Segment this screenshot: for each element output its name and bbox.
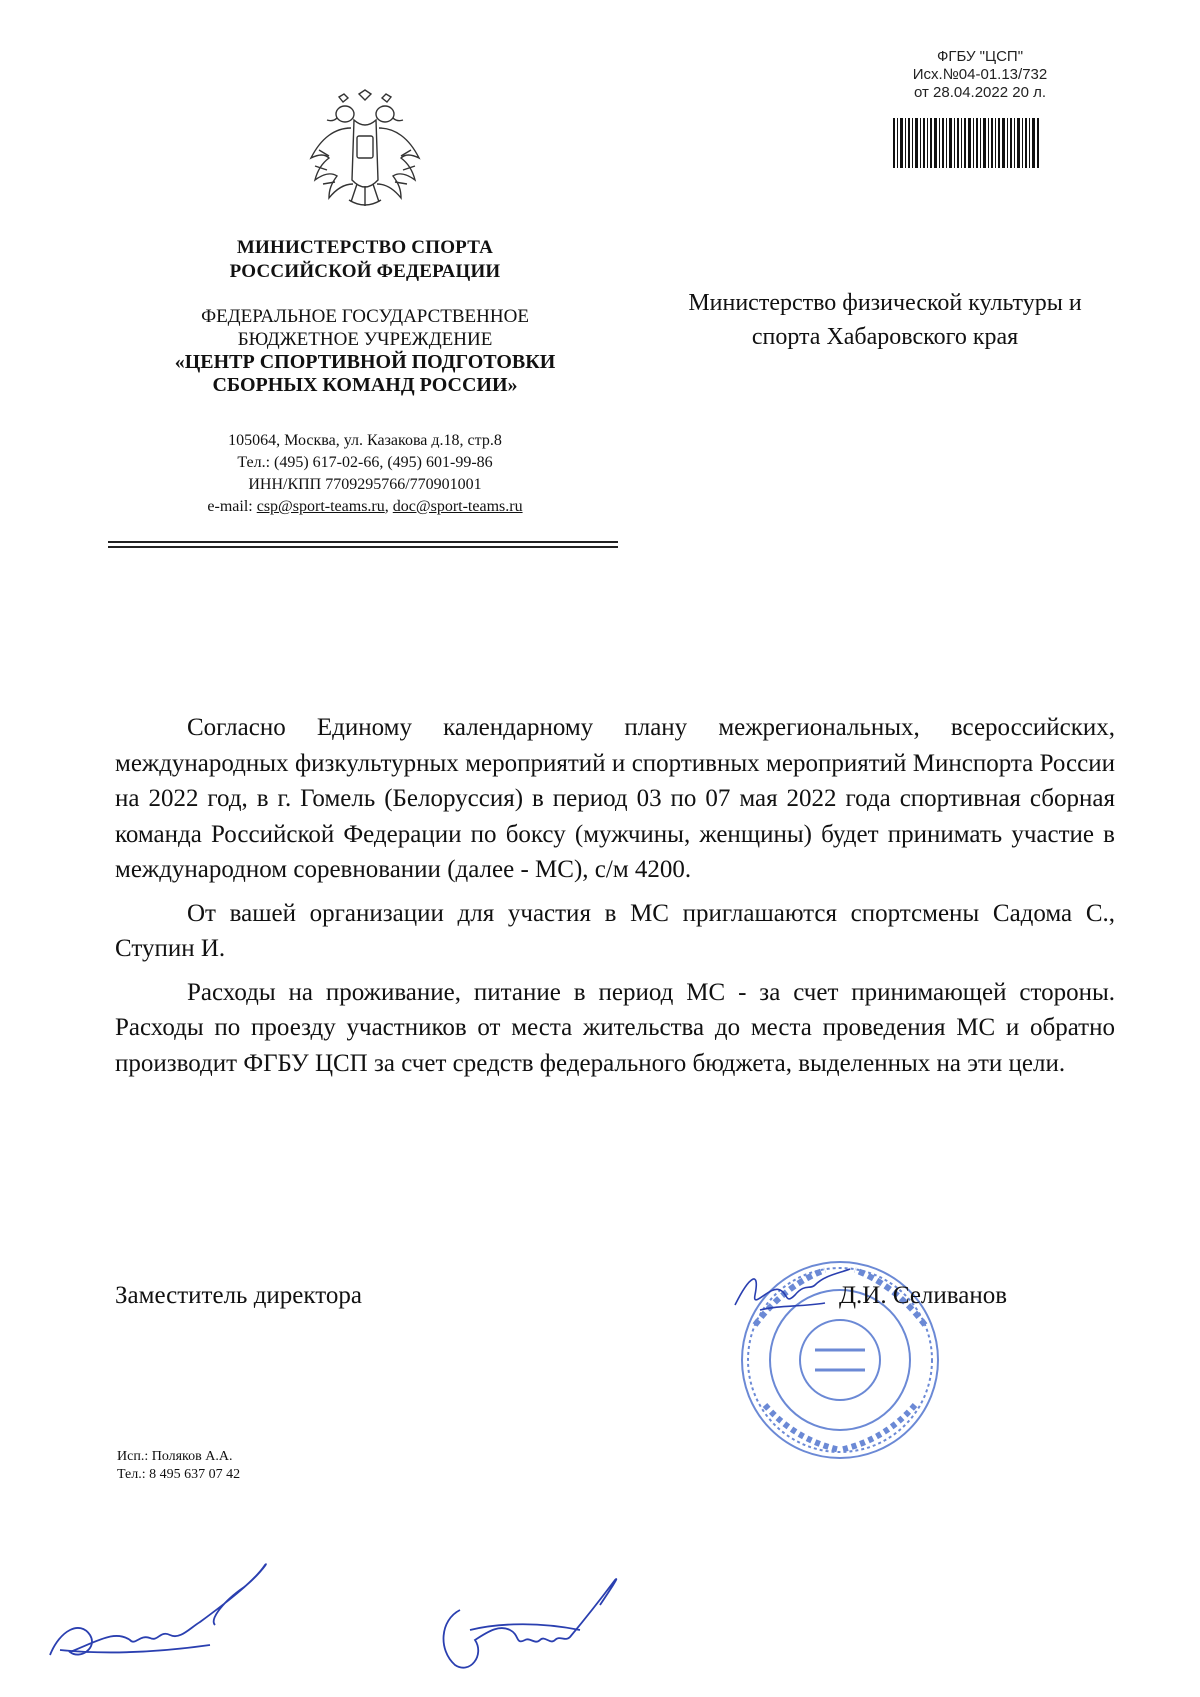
- organization-name: [110, 305, 620, 397]
- executor-info: [117, 1448, 240, 1484]
- organization-contacts: [110, 430, 620, 518]
- letterhead-divider-top: [108, 541, 618, 543]
- registration-org: ФГБУ "ЦСП": [936, 48, 1024, 65]
- org-line-4: СБОРНЫХ КОМАНД РОССИИ»: [212, 374, 518, 396]
- org-line-3: «ЦЕНТР СПОРТИВНОЙ ПОДГОТОВКИ: [174, 351, 556, 373]
- handwritten-mark-right: [430, 1570, 630, 1680]
- coat-of-arms-icon: [305, 88, 425, 213]
- signatory-title: Заместитель директора: [115, 1282, 362, 1309]
- letter-body: [115, 710, 1115, 1089]
- email-separator: ,: [384, 498, 393, 515]
- ministry-line-1: МИНИСТЕРСТВО СПОРТА: [236, 237, 494, 258]
- barcode: [893, 118, 1041, 168]
- email-link-doc[interactable]: doc@sport-teams.ru: [392, 498, 523, 515]
- org-phone: Тел.: (495) 617-02-66, (495) 601-99-86: [237, 454, 493, 471]
- recipient-line-1: Министерство физической культуры и: [688, 290, 1082, 316]
- executor-phone: Тел.: 8 495 637 07 42: [117, 1467, 241, 1482]
- org-line-2: БЮДЖЕТНОЕ УЧРЕЖДЕНИЕ: [237, 329, 493, 350]
- recipient-line-2: спорта Хабаровского края: [751, 324, 1019, 350]
- body-paragraph-2: От вашей организации для участия в МС приглашаются спортсмены Садома С., Ступин И.: [115, 899, 1115, 962]
- org-address: 105064, Москва, ул. Казакова д.18, стр.8: [228, 432, 502, 449]
- email-link-csp[interactable]: csp@sport-teams.ru: [256, 498, 385, 515]
- org-line-1: ФЕДЕРАЛЬНОЕ ГОСУДАРСТВЕННОЕ: [201, 306, 529, 327]
- ministry-header: [110, 236, 620, 284]
- registration-date: от 28.04.2022 20 л.: [913, 84, 1047, 101]
- executor-name: Исп.: Поляков А.А.: [117, 1449, 233, 1464]
- recipient: [640, 286, 1130, 354]
- body-paragraph-3: Расходы на проживание, питание в период МС - за счет принимающей стороны. Расходы по проезду участников от места жительства до места проведения МС и обратно производит ФГБУ ЦСП за счет средств федерального бюджета, выделенных на эти цели.: [115, 978, 1115, 1077]
- email-prefix: e-mail:: [207, 498, 257, 515]
- body-paragraph-1: Согласно Единому календарному плану межрегиональных, всероссийских, международных физкультурных мероприятий и спортивных мероприятий Минспорта России на 2022 год, в г. Гомель (Белоруссия) в период 03 по 07 мая 2022 года спортивная сборная команда Российской Федерации по боксу (мужчины, женщины) будет принимать участие в международном соревновании (далее - МС), с/м 4200.: [115, 714, 1115, 883]
- org-inn: ИНН/КПП 7709295766/770901001: [248, 476, 482, 493]
- org-email-line: [110, 496, 620, 518]
- registration-block: [880, 48, 1080, 102]
- handwritten-mark-left: [40, 1560, 280, 1670]
- ministry-line-2: РОССИЙСКОЙ ФЕДЕРАЦИИ: [229, 261, 501, 282]
- registration-number: Исх.№04-01.13/732: [912, 66, 1048, 83]
- letterhead-divider-bottom: [108, 546, 618, 548]
- signatory-name: Д.И. Селиванов: [839, 1282, 1008, 1309]
